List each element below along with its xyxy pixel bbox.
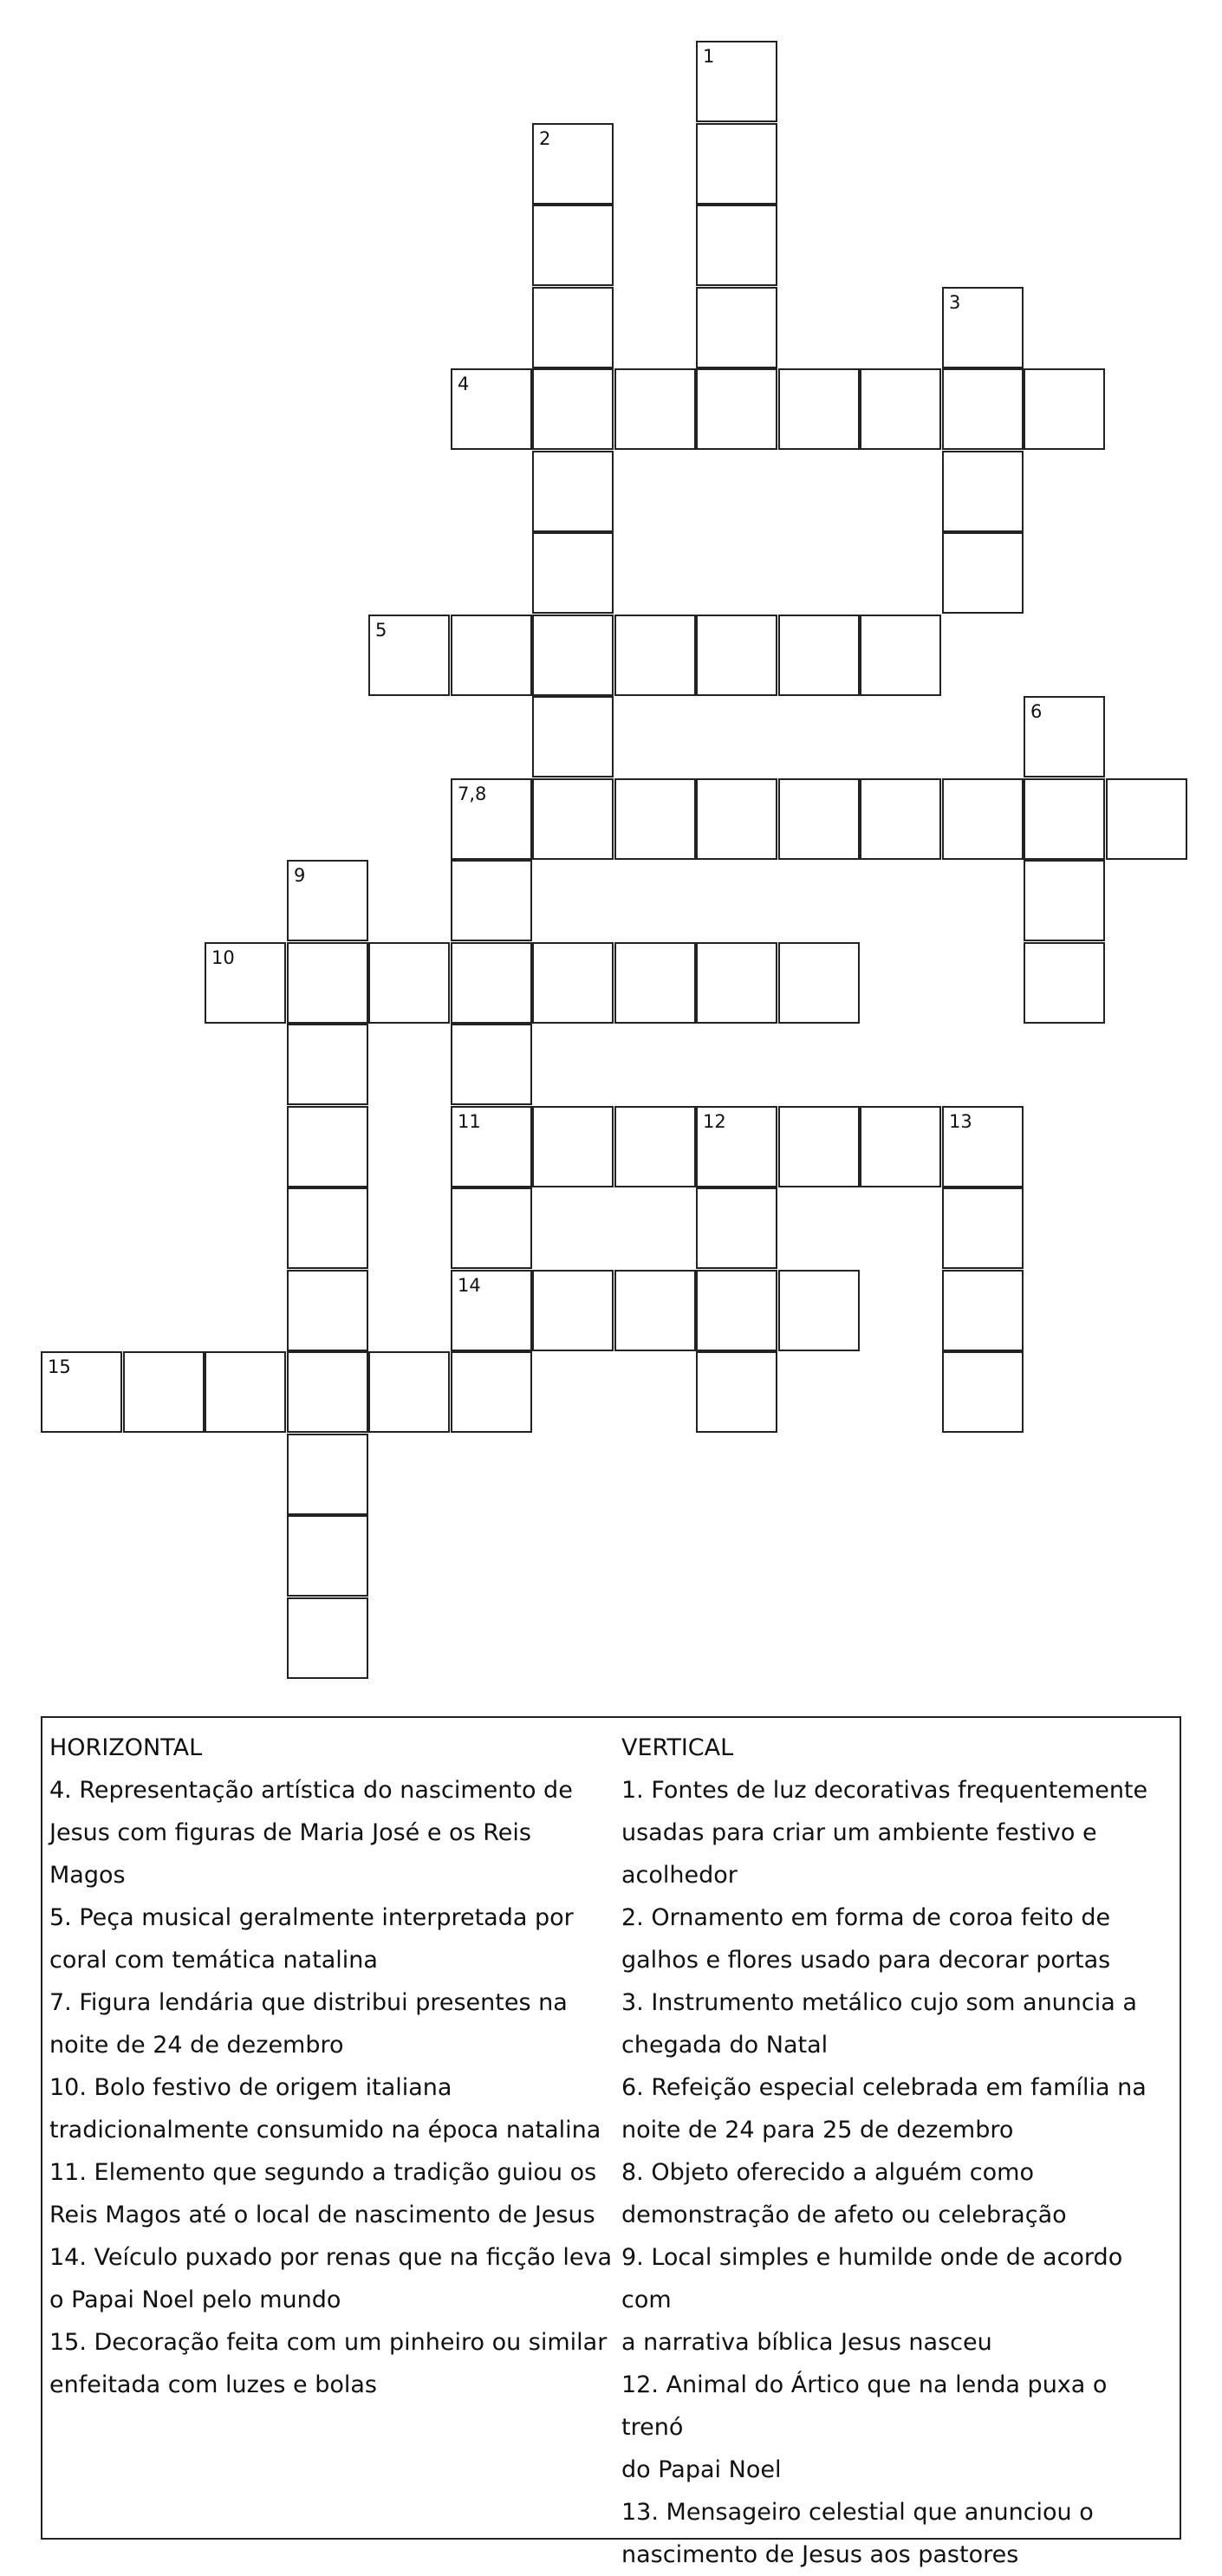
crossword-cell[interactable] — [532, 205, 614, 286]
crossword-cell[interactable] — [451, 1187, 532, 1269]
crossword-cell[interactable] — [1024, 942, 1105, 1024]
clue-line: 9. Local simples e humilde onde de acordo com — [621, 2244, 1123, 2313]
crossword-cell[interactable] — [696, 1270, 777, 1351]
crossword-cell[interactable] — [778, 778, 860, 860]
clue-number: 11 — [458, 1111, 481, 1132]
clue-line: usadas para criar um ambiente festivo e — [621, 1819, 1097, 1846]
crossword-cell[interactable] — [123, 1351, 205, 1433]
horizontal-heading: HORIZONTAL — [49, 1734, 203, 1761]
clue-line: chegada do Natal — [621, 2032, 829, 2059]
crossword-cell-13[interactable] — [942, 1106, 1024, 1187]
crossword-cell[interactable] — [205, 1351, 286, 1433]
clue-line: 4. Representação artística do nascimento de — [49, 1777, 573, 1804]
clue-number: 6 — [1030, 701, 1043, 722]
clue-line: 13. Mensageiro celestial que anunciou o — [621, 2499, 1094, 2526]
clue-line: a narrativa bíblica Jesus nasceu — [621, 2329, 992, 2356]
crossword-cell[interactable] — [532, 696, 614, 777]
crossword-cell[interactable] — [451, 1351, 532, 1433]
crossword-cell[interactable] — [532, 615, 614, 696]
clue-line: o Papai Noel pelo mundo — [49, 2287, 341, 2313]
crossword-cell[interactable] — [614, 778, 696, 860]
crossword-cell[interactable] — [696, 123, 777, 205]
crossword-cell[interactable] — [287, 1597, 368, 1679]
clue-number: 12 — [703, 1111, 726, 1132]
crossword-cell[interactable] — [451, 615, 532, 696]
crossword-cell-7-8[interactable] — [451, 778, 532, 860]
clues-box — [41, 1716, 1181, 2568]
crossword-cell[interactable] — [614, 942, 696, 1024]
horizontal-clues — [49, 1727, 613, 2406]
crossword-cell-4[interactable] — [451, 368, 532, 450]
clue-line: acolhedor — [621, 1862, 738, 1889]
crossword-cell-12[interactable] — [696, 1106, 777, 1187]
clue-number: 5 — [375, 620, 387, 641]
crossword-cell[interactable] — [696, 287, 777, 368]
crossword-cell[interactable] — [778, 1270, 860, 1351]
crossword-cell[interactable] — [778, 942, 860, 1024]
clue-line: 3. Instrumento metálico cujo som anuncia a — [621, 1989, 1137, 2016]
crossword-cell[interactable] — [451, 860, 532, 941]
crossword-cell[interactable] — [860, 778, 941, 860]
crossword-cell[interactable] — [696, 1351, 777, 1433]
crossword-cell[interactable] — [1024, 368, 1105, 450]
clue-number: 9 — [294, 865, 306, 886]
crossword-cell[interactable] — [287, 1106, 368, 1187]
crossword-cell[interactable] — [532, 287, 614, 368]
clue-line: 14. Veículo puxado por renas que na ficção leva — [49, 2244, 613, 2271]
crossword-cell[interactable] — [860, 368, 941, 450]
crossword-cell[interactable] — [532, 532, 614, 614]
crossword-cell[interactable] — [860, 615, 941, 696]
crossword-cell-14[interactable] — [451, 1270, 532, 1351]
crossword-cell[interactable] — [287, 1434, 368, 1515]
clue-line: 2. Ornamento em forma de coroa feito de — [621, 1904, 1111, 1931]
crossword-cell-6[interactable] — [1024, 696, 1105, 777]
crossword-cell[interactable] — [778, 615, 860, 696]
crossword-cell[interactable] — [1024, 778, 1105, 860]
crossword-cell-3[interactable] — [942, 287, 1024, 368]
clue-line: do Papai Noel — [621, 2456, 782, 2483]
clue-number: 3 — [949, 292, 961, 313]
crossword-cell-10[interactable] — [205, 942, 286, 1024]
clue-line: 5. Peça musical geralmente interpretada por — [49, 1904, 574, 1931]
clue-number: 2 — [539, 128, 551, 149]
crossword-cell-11[interactable] — [451, 1106, 532, 1187]
crossword-cell[interactable] — [614, 1270, 696, 1351]
crossword-cell[interactable] — [614, 368, 696, 450]
clue-line: 6. Refeição especial celebrada em família na — [621, 2074, 1147, 2101]
crossword-cell[interactable] — [696, 942, 777, 1024]
crossword-cell[interactable] — [532, 1270, 614, 1351]
clue-line: 12. Animal do Ártico que na lenda puxa o trenó — [621, 2371, 1108, 2441]
clue-line: Magos — [49, 1862, 126, 1889]
crossword-cell[interactable] — [942, 778, 1024, 860]
crossword-cell-9[interactable] — [287, 860, 368, 941]
clue-line: nascimento de Jesus aos pastores — [621, 2541, 1019, 2568]
crossword-cell[interactable] — [778, 368, 860, 450]
crossword-cell[interactable] — [942, 1351, 1024, 1433]
crossword-cell-5[interactable] — [368, 615, 450, 696]
clue-number: 1 — [703, 46, 715, 67]
clue-line: 1. Fontes de luz decorativas frequentemente — [621, 1777, 1148, 1804]
clue-line: Jesus com figuras de Maria José e os Reis — [49, 1819, 531, 1846]
clue-line: demonstração de afeto ou celebração — [621, 2202, 1067, 2228]
crossword-cell[interactable] — [696, 368, 777, 450]
crossword-cell[interactable] — [942, 1187, 1024, 1269]
clue-line: 7. Figura lendária que distribui presentes na — [49, 1989, 568, 2016]
crossword-cell[interactable] — [942, 368, 1024, 450]
clue-line: Reis Magos até o local de nascimento de Jesus — [49, 2202, 595, 2228]
crossword-cell[interactable] — [532, 942, 614, 1024]
crossword-cell[interactable] — [942, 532, 1024, 614]
crossword-cell[interactable] — [696, 615, 777, 696]
clue-number: 4 — [458, 374, 470, 394]
clue-line: 10. Bolo festivo de origem italiana — [49, 2074, 452, 2101]
crossword-cell[interactable] — [532, 451, 614, 532]
crossword-cell[interactable] — [368, 1351, 450, 1433]
clue-line: 11. Elemento que segundo a tradição guiou os — [49, 2159, 597, 2186]
crossword-cell[interactable] — [942, 1270, 1024, 1351]
clue-line: coral com temática natalina — [49, 1947, 378, 1974]
clue-number: 14 — [458, 1275, 481, 1296]
crossword-cell[interactable] — [532, 1106, 614, 1187]
clue-line: noite de 24 de dezembro — [49, 2032, 344, 2059]
clue-line: galhos e flores usado para decorar portas — [621, 1947, 1111, 1974]
clue-number: 13 — [949, 1111, 972, 1132]
crossword-cell[interactable] — [287, 942, 368, 1024]
clue-number: 15 — [48, 1356, 71, 1377]
crossword-cell[interactable] — [696, 778, 777, 860]
crossword-cell[interactable] — [287, 1351, 368, 1433]
crossword-cell[interactable] — [451, 1024, 532, 1105]
crossword-cell[interactable] — [1024, 860, 1105, 941]
crossword-cell[interactable] — [287, 1024, 368, 1105]
crossword-cell[interactable] — [696, 205, 777, 286]
crossword-cell[interactable] — [287, 1515, 368, 1597]
crossword-cell-15[interactable] — [41, 1351, 122, 1433]
crossword-cell[interactable] — [532, 368, 614, 450]
crossword-cell[interactable] — [1106, 778, 1187, 860]
crossword-cell-2[interactable] — [532, 123, 614, 205]
crossword-cell[interactable] — [368, 942, 450, 1024]
clue-line: enfeitada com luzes e bolas — [49, 2371, 377, 2398]
crossword-cell-1[interactable] — [696, 41, 777, 122]
crossword-cell[interactable] — [778, 1106, 860, 1187]
crossword-cell[interactable] — [532, 778, 614, 860]
crossword-cell[interactable] — [451, 942, 532, 1024]
crossword-cell[interactable] — [287, 1187, 368, 1269]
crossword-cell[interactable] — [614, 615, 696, 696]
crossword-cell[interactable] — [614, 1106, 696, 1187]
vertical-clues — [621, 1727, 1176, 2576]
vertical-heading: VERTICAL — [621, 1734, 734, 1761]
crossword-cell[interactable] — [860, 1106, 941, 1187]
clue-line: noite de 24 para 25 de dezembro — [621, 2117, 1014, 2143]
crossword-cell[interactable] — [696, 1187, 777, 1269]
clue-number: 7,8 — [458, 784, 487, 804]
clue-number: 10 — [211, 947, 235, 968]
crossword-cell[interactable] — [287, 1270, 368, 1351]
clue-line: 15. Decoração feita com um pinheiro ou similar — [49, 2329, 608, 2356]
crossword-cell[interactable] — [942, 451, 1024, 532]
clue-line: tradicionalmente consumido na época natalina — [49, 2117, 601, 2143]
clue-line: 8. Objeto oferecido a alguém como — [621, 2159, 1034, 2186]
